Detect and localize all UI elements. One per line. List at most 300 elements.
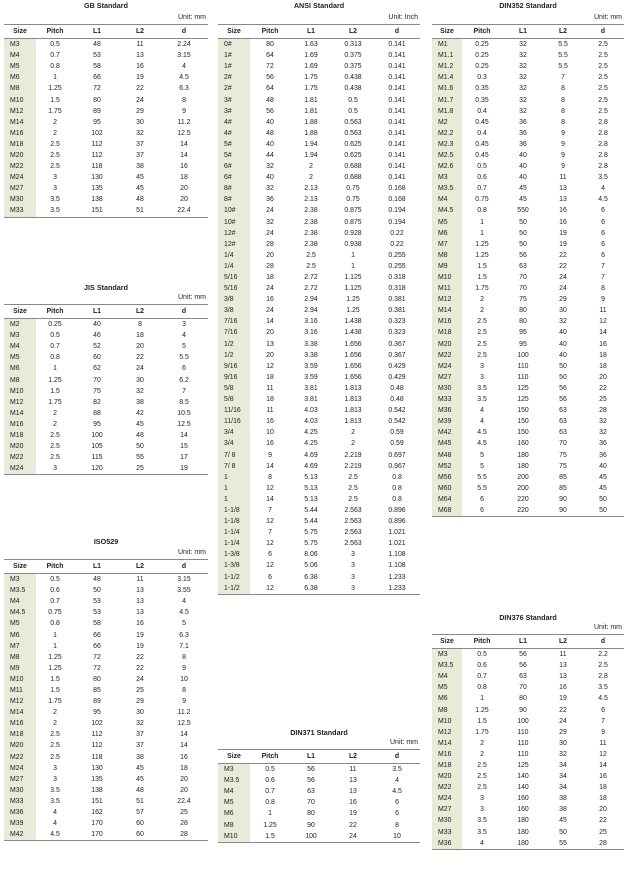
value-cell: 4.25: [304, 440, 318, 448]
size-cell: M6: [4, 629, 36, 640]
table-row: [4, 740, 208, 751]
value-cell: 64: [266, 85, 274, 93]
size-cell: 5/16: [218, 283, 250, 294]
table-row: [218, 61, 420, 72]
value-cell: 24: [266, 307, 274, 315]
value-cell: 34: [559, 773, 567, 781]
size-cell: M2: [4, 319, 36, 331]
value-cell: 6.3: [179, 85, 189, 93]
table-row: [4, 83, 208, 94]
value-cell: 1.75: [475, 285, 489, 293]
value-cell: 2.5: [50, 742, 60, 750]
value-cell: 1.5: [250, 831, 290, 843]
value-cell: 2.13: [304, 185, 318, 193]
value-cell: 6.38: [304, 573, 318, 581]
table-row: [218, 228, 420, 239]
size-cell: M4.5: [432, 205, 462, 216]
column-header-pitch: Pitch: [250, 750, 290, 764]
size-cell: M5: [432, 682, 462, 693]
value-cell: 1.5: [50, 675, 60, 683]
size-cell: 1/4: [218, 250, 250, 261]
value-cell: 2.5: [50, 753, 60, 761]
size-cell: M16: [4, 128, 36, 139]
size-cell: M6: [218, 808, 250, 819]
value-cell: 3: [53, 174, 57, 182]
value-cell: 2: [351, 440, 355, 448]
value-cell: 0.8: [50, 63, 60, 71]
value-cell: 8: [561, 96, 565, 104]
value-cell: 1.75: [304, 85, 318, 93]
size-cell: 1-1/2: [218, 572, 250, 583]
value-cell: 16: [559, 218, 567, 226]
table-row: [218, 316, 420, 327]
value-cell: 85: [93, 686, 101, 694]
value-cell: 32: [519, 96, 527, 104]
table-row: [218, 305, 420, 316]
size-cell: M20: [4, 441, 36, 452]
table-row: [218, 294, 420, 305]
value-cell: 2: [53, 420, 57, 428]
value-cell: 1.94: [304, 140, 318, 148]
value-cell: 9: [561, 163, 565, 171]
value-cell: 12: [599, 750, 607, 758]
value-cell: 14: [180, 151, 188, 159]
table-row: [218, 250, 420, 261]
value-cell: 1.656: [344, 362, 362, 370]
value-cell: 125: [517, 761, 529, 769]
value-cell: 170: [74, 829, 120, 841]
value-cell: 2.8: [598, 140, 608, 148]
value-cell: 0.381: [388, 307, 406, 315]
value-cell: 220: [517, 495, 529, 503]
size-cell: M64: [432, 494, 462, 505]
table-row: [4, 763, 208, 774]
value-cell: 25: [180, 809, 188, 817]
value-cell: 48: [266, 129, 274, 137]
size-cell: M68: [432, 505, 462, 517]
value-cell: 1.69: [304, 63, 318, 71]
value-cell: 6: [182, 365, 186, 373]
value-cell: 4: [395, 777, 399, 785]
value-cell: 90: [519, 706, 527, 714]
value-cell: 12: [266, 518, 274, 526]
value-cell: 60: [136, 820, 144, 828]
table-row: [4, 829, 208, 841]
table-row: [432, 671, 624, 682]
value-cell: 160: [517, 440, 529, 448]
column-header-l1: L1: [74, 305, 120, 319]
value-cell: 3.38: [304, 351, 318, 359]
value-cell: 0.8: [392, 484, 402, 492]
value-cell: 50: [559, 373, 567, 381]
value-cell: 4: [480, 407, 484, 415]
size-cell: M56: [432, 472, 462, 483]
value-cell: 14: [599, 329, 607, 337]
size-cell: M12: [4, 696, 36, 707]
value-cell: 0.8: [392, 473, 402, 481]
value-cell: 6: [601, 207, 605, 215]
table-row: [432, 394, 624, 405]
column-header-size: Size: [4, 305, 36, 319]
size-cell: 1-1/4: [218, 538, 250, 549]
table-row: [4, 607, 208, 618]
value-cell: 160: [517, 806, 529, 814]
value-cell: 29: [136, 698, 144, 706]
size-cell: M2: [432, 117, 462, 128]
table-row: [4, 374, 208, 385]
value-cell: 3.5: [50, 196, 60, 204]
value-cell: 170: [91, 820, 103, 828]
value-cell: 1.5: [477, 274, 487, 282]
size-cell: 5#: [218, 150, 250, 161]
size-cell: M4: [4, 50, 36, 61]
value-cell: 2.5: [598, 107, 608, 115]
value-cell: 6: [395, 810, 399, 818]
value-cell: 6: [601, 706, 605, 714]
spec-table: [218, 749, 420, 843]
table-row: [432, 261, 624, 272]
value-cell: 4: [53, 820, 57, 828]
value-cell: 0.928: [344, 229, 362, 237]
value-cell: 1: [480, 695, 484, 703]
value-cell: 13: [136, 598, 144, 606]
size-cell: M12: [4, 397, 36, 408]
size-cell: M22: [432, 782, 462, 793]
size-cell: M3: [4, 39, 36, 51]
table-row: [4, 408, 208, 419]
size-cell: M3: [432, 172, 462, 183]
column-header-size: Size: [218, 750, 250, 764]
table-row: [432, 660, 624, 671]
value-cell: 32: [519, 63, 527, 71]
size-cell: M60: [432, 483, 462, 494]
size-cell: M14: [4, 408, 36, 419]
size-cell: M22: [4, 452, 36, 463]
size-cell: M8: [218, 819, 250, 830]
value-cell: 0.6: [50, 587, 60, 595]
table-row: [218, 572, 420, 583]
value-cell: 30: [136, 376, 144, 384]
value-cell: 24: [136, 365, 144, 373]
value-cell: 0.8: [477, 207, 487, 215]
value-cell: 2.5: [306, 262, 316, 270]
value-cell: 40: [519, 174, 527, 182]
value-cell: 3: [480, 362, 484, 370]
value-cell: 1.5: [477, 262, 487, 270]
value-cell: 9: [182, 664, 186, 672]
value-cell: 38: [559, 806, 567, 814]
table-row: [4, 352, 208, 363]
value-cell: 1.5: [50, 96, 60, 104]
value-cell: 2.5: [50, 163, 60, 171]
table-row: [218, 128, 420, 139]
value-cell: 12: [599, 318, 607, 326]
size-cell: 1-1/8: [218, 505, 250, 516]
value-cell: 1.656: [344, 340, 362, 348]
value-cell: 110: [517, 362, 529, 370]
value-cell: 16: [136, 63, 144, 71]
value-cell: 18: [136, 332, 144, 340]
value-cell: 19: [160, 463, 208, 475]
table-row: [432, 749, 624, 760]
size-cell: M6: [432, 693, 462, 704]
size-cell: 0#: [218, 39, 250, 51]
value-cell: 40: [559, 340, 567, 348]
table-row: [218, 283, 420, 294]
value-cell: 4.5: [392, 788, 402, 796]
value-cell: 5: [480, 451, 484, 459]
table-row: [218, 139, 420, 150]
size-cell: M27: [4, 183, 36, 194]
size-cell: M8: [432, 704, 462, 715]
value-cell: 0.22: [390, 240, 404, 248]
value-cell: 13: [559, 196, 567, 204]
value-cell: 135: [91, 185, 103, 193]
header-row: [4, 305, 208, 319]
value-cell: 1.25: [48, 85, 62, 93]
size-cell: 3/8: [218, 305, 250, 316]
value-cell: 0.563: [344, 129, 362, 137]
value-cell: 1.813: [344, 407, 362, 415]
table-row: [218, 516, 420, 527]
value-cell: 0.875: [344, 207, 362, 215]
size-cell: M20: [432, 339, 462, 350]
size-cell: 11/16: [218, 405, 250, 416]
value-cell: 3: [480, 373, 484, 381]
value-cell: 140: [517, 784, 529, 792]
table-row: [432, 117, 624, 128]
value-cell: 3.15: [177, 52, 191, 60]
value-cell: 10: [266, 429, 274, 437]
value-cell: 3: [53, 764, 57, 772]
size-cell: 1-1/2: [218, 583, 250, 595]
table-row: [432, 361, 624, 372]
table-row: [218, 560, 420, 571]
value-cell: 20: [180, 196, 188, 204]
size-cell: 1-1/8: [218, 516, 250, 527]
value-cell: 5.44: [304, 518, 318, 526]
value-cell: 4.69: [304, 451, 318, 459]
size-cell: M20: [4, 740, 36, 751]
size-cell: M4: [218, 786, 250, 797]
value-cell: 50: [519, 218, 527, 226]
value-cell: 2.5: [306, 251, 316, 259]
column-header-pitch: Pitch: [36, 25, 74, 39]
value-cell: 0.141: [388, 41, 406, 49]
size-cell: 7/ 8: [218, 449, 250, 460]
value-cell: 18: [599, 351, 607, 359]
value-cell: 42: [136, 409, 144, 417]
size-cell: M8: [4, 83, 36, 94]
size-cell: M18: [432, 760, 462, 771]
value-cell: 4.5: [179, 609, 189, 617]
value-cell: 3: [351, 551, 355, 559]
value-cell: 0.141: [388, 151, 406, 159]
value-cell: 118: [91, 753, 103, 761]
value-cell: 53: [93, 52, 101, 60]
value-cell: 24: [266, 285, 274, 293]
value-cell: 180: [517, 451, 529, 459]
value-cell: 7: [268, 529, 272, 537]
value-cell: 40: [266, 118, 274, 126]
value-cell: 2.5: [477, 318, 487, 326]
value-cell: 8: [182, 96, 186, 104]
value-cell: 5.5: [558, 41, 568, 49]
size-cell: M8: [432, 250, 462, 261]
value-cell: 8: [601, 285, 605, 293]
table-row: [4, 94, 208, 105]
value-cell: 1.25: [475, 240, 489, 248]
value-cell: 1.813: [344, 396, 362, 404]
size-cell: M6: [4, 72, 36, 83]
table-row: [4, 397, 208, 408]
size-cell: M16: [4, 419, 36, 430]
value-cell: 2.5: [50, 443, 60, 451]
value-cell: 16: [180, 163, 188, 171]
value-cell: 4.5: [477, 429, 487, 437]
value-cell: 112: [91, 731, 103, 739]
value-cell: 16: [266, 296, 274, 304]
value-cell: 72: [266, 63, 274, 71]
value-cell: 115: [91, 454, 103, 462]
value-cell: 40: [519, 151, 527, 159]
table-row: [432, 94, 624, 105]
value-cell: 5: [480, 462, 484, 470]
value-cell: 2: [53, 129, 57, 137]
size-cell: M3: [218, 764, 250, 776]
value-cell: 110: [517, 728, 529, 736]
value-cell: 11: [349, 766, 357, 774]
value-cell: 75: [93, 387, 101, 395]
value-cell: 0.7: [50, 598, 60, 606]
table-row: [432, 194, 624, 205]
table-row: [4, 172, 208, 183]
size-cell: 7/16: [218, 316, 250, 327]
value-cell: 28: [160, 829, 208, 841]
value-cell: 0.323: [388, 329, 406, 337]
value-cell: 2: [480, 296, 484, 304]
table-row: [218, 217, 420, 228]
value-cell: 37: [136, 742, 144, 750]
value-cell: 44: [266, 151, 274, 159]
value-cell: 112: [91, 140, 103, 148]
value-cell: 60: [120, 829, 160, 841]
value-cell: 1: [53, 365, 57, 373]
value-cell: 4: [480, 418, 484, 426]
value-cell: 15: [180, 443, 188, 451]
table-row: [218, 808, 420, 819]
table-row: [218, 261, 420, 272]
value-cell: 24: [559, 717, 567, 725]
value-cell: 10: [180, 675, 188, 683]
value-cell: 63: [519, 262, 527, 270]
value-cell: 0.542: [388, 407, 406, 415]
value-cell: 0.542: [388, 418, 406, 426]
value-cell: 24: [559, 274, 567, 282]
header-row: [432, 25, 624, 39]
table-row: [432, 294, 624, 305]
value-cell: 4.5: [36, 829, 74, 841]
value-cell: 100: [517, 717, 529, 725]
value-cell: 4.5: [598, 196, 608, 204]
value-cell: 14: [599, 761, 607, 769]
value-cell: 66: [93, 74, 101, 82]
table-row: [432, 339, 624, 350]
size-cell: 12#: [218, 228, 250, 239]
value-cell: 0.141: [388, 174, 406, 182]
value-cell: 0.5: [50, 41, 60, 49]
value-cell: 3.5: [477, 817, 487, 825]
size-cell: M1.2: [432, 61, 462, 72]
value-cell: 90: [559, 495, 567, 503]
table-row: [218, 494, 420, 505]
table-row: [218, 831, 420, 843]
value-cell: 0.45: [475, 118, 489, 126]
size-cell: 8#: [218, 183, 250, 194]
table-row: [218, 272, 420, 283]
size-cell: M36: [432, 405, 462, 416]
value-cell: 4.5: [477, 440, 487, 448]
value-cell: 63: [307, 788, 315, 796]
value-cell: 45: [519, 196, 527, 204]
value-cell: 32: [519, 74, 527, 82]
table-row: [218, 183, 420, 194]
table-row: [218, 449, 420, 460]
value-cell: 2.5: [348, 484, 358, 492]
table-row: [4, 139, 208, 150]
value-cell: 2.5: [50, 454, 60, 462]
value-cell: 34: [559, 784, 567, 792]
value-cell: 25: [599, 828, 607, 836]
value-cell: 100: [290, 831, 332, 843]
value-cell: 8.5: [179, 398, 189, 406]
value-cell: 28: [180, 820, 188, 828]
table-row: [4, 685, 208, 696]
value-cell: 11: [599, 307, 607, 315]
size-cell: M33: [4, 205, 36, 217]
size-cell: M1: [432, 39, 462, 51]
size-cell: M2.3: [432, 139, 462, 150]
size-cell: M4: [4, 341, 36, 352]
table-row: [218, 505, 420, 516]
column-header-d: d: [374, 750, 420, 764]
value-cell: 12: [266, 362, 274, 370]
value-cell: 2.8: [598, 163, 608, 171]
value-cell: 70: [519, 274, 527, 282]
table-row: [432, 161, 624, 172]
table-row: [432, 305, 624, 316]
column-header-l1: L1: [74, 560, 120, 574]
column-header-d: d: [160, 25, 208, 39]
value-cell: 2.5: [598, 63, 608, 71]
size-cell: 9/16: [218, 361, 250, 372]
value-cell: 12: [266, 540, 274, 548]
size-cell: M33: [432, 827, 462, 838]
column-header-l2: L2: [120, 305, 160, 319]
value-cell: 62: [93, 365, 101, 373]
value-cell: 0.75: [475, 196, 489, 204]
size-cell: M10: [432, 716, 462, 727]
size-cell: 1/4: [218, 261, 250, 272]
table-row: [432, 316, 624, 327]
table-row: [4, 585, 208, 596]
value-cell: 8: [561, 107, 565, 115]
value-cell: 36: [519, 129, 527, 137]
value-cell: 3.5: [477, 396, 487, 404]
value-cell: 5.5: [477, 484, 487, 492]
value-cell: 0.313: [344, 41, 362, 49]
table-row: [4, 707, 208, 718]
